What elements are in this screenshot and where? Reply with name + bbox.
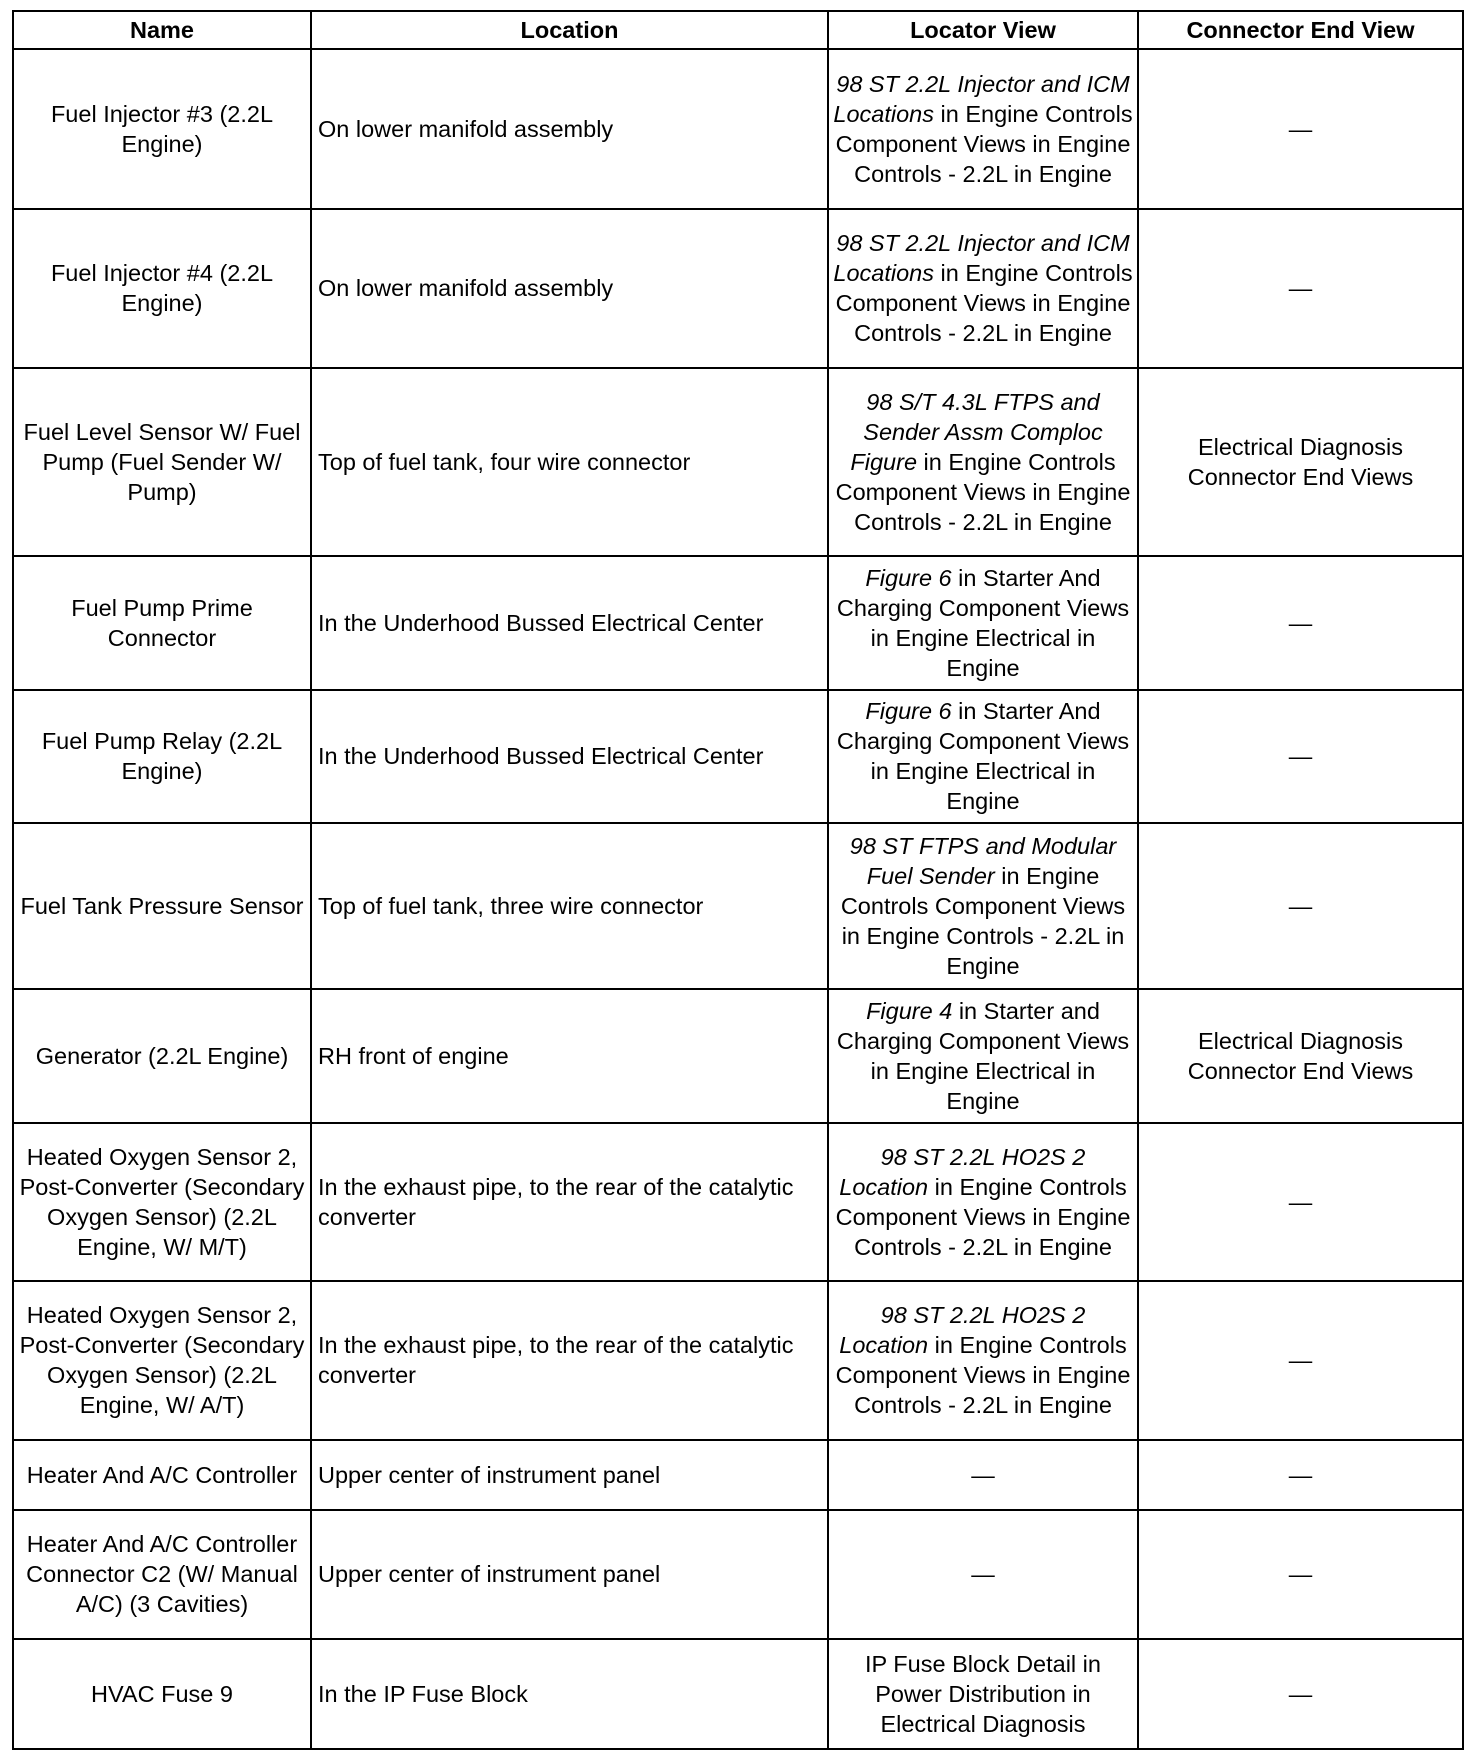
cell-location: RH front of engine bbox=[311, 989, 828, 1122]
locator-view-path: in Engine Controls Component Views in Engine Controls - 2.2L in Engine bbox=[835, 100, 1133, 187]
table-row bbox=[13, 690, 1463, 823]
cell-location: In the exhaust pipe, to the rear of the catalytic converter bbox=[311, 1281, 828, 1440]
locator-view-path: IP Fuse Block Detail in Power Distribution in Electrical Diagnosis bbox=[865, 1650, 1101, 1737]
header-location: Location bbox=[311, 11, 828, 49]
cell-connector-end-view: — bbox=[1138, 823, 1463, 989]
locator-view-path: in Starter And Charging Component Views in Engine Electrical in Engine bbox=[836, 698, 1130, 815]
cell-locator-view bbox=[828, 1281, 1138, 1440]
locator-view-path: in Starter And Charging Component Views in Engine Electrical in Engine bbox=[836, 564, 1130, 681]
header-name: Name bbox=[13, 11, 311, 49]
cell-locator-view bbox=[828, 989, 1138, 1122]
table-row bbox=[13, 1281, 1463, 1440]
locator-view-path: in Engine Controls Component Views in Engine Controls - 2.2L in Engine bbox=[840, 863, 1126, 980]
cell-location: In the exhaust pipe, to the rear of the catalytic converter bbox=[311, 1123, 828, 1282]
cell-connector-end-view: Electrical Diagnosis Connector End Views bbox=[1138, 368, 1463, 556]
cell-locator-view bbox=[828, 1123, 1138, 1282]
cell-name: Fuel Injector #3 (2.2L Engine) bbox=[13, 49, 311, 209]
locator-view-path: — bbox=[971, 1461, 995, 1488]
table-row bbox=[13, 368, 1463, 556]
locator-view-reference: 98 ST 2.2L HO2S 2 Location bbox=[839, 1302, 1086, 1359]
cell-name: Heater And A/C Controller bbox=[13, 1440, 311, 1510]
cell-name: Fuel Pump Relay (2.2L Engine) bbox=[13, 690, 311, 823]
cell-name: Fuel Tank Pressure Sensor bbox=[13, 823, 311, 989]
locator-view-path: — bbox=[971, 1561, 995, 1588]
cell-connector-end-view: — bbox=[1138, 49, 1463, 209]
cell-name: Fuel Pump Prime Connector bbox=[13, 556, 311, 689]
cell-connector-end-view: — bbox=[1138, 1440, 1463, 1510]
cell-location: Upper center of instrument panel bbox=[311, 1440, 828, 1510]
locator-view-reference: Figure 6 bbox=[865, 698, 952, 725]
locator-view-path: in Engine Controls Component Views in Engine Controls - 2.2L in Engine bbox=[835, 260, 1133, 347]
header-row bbox=[13, 11, 1463, 49]
header-locator-view: Locator View bbox=[828, 11, 1138, 49]
cell-locator-view bbox=[828, 1510, 1138, 1639]
cell-locator-view bbox=[828, 1639, 1138, 1749]
cell-location: In the Underhood Bussed Electrical Center bbox=[311, 690, 828, 823]
cell-name: HVAC Fuse 9 bbox=[13, 1639, 311, 1749]
table-row bbox=[13, 823, 1463, 989]
cell-location: In the IP Fuse Block bbox=[311, 1639, 828, 1749]
cell-location: In the Underhood Bussed Electrical Center bbox=[311, 556, 828, 689]
cell-name: Heated Oxygen Sensor 2, Post-Converter (Secondary Oxygen Sensor) (2.2L Engine, W/ M/T) bbox=[13, 1123, 311, 1282]
cell-connector-end-view: — bbox=[1138, 1639, 1463, 1749]
locator-view-reference: 98 S/T 4.3L FTPS and Sender Assm Comploc Figure bbox=[850, 389, 1103, 476]
cell-connector-end-view: Electrical Diagnosis Connector End Views bbox=[1138, 989, 1463, 1122]
cell-name: Heated Oxygen Sensor 2, Post-Converter (Secondary Oxygen Sensor) (2.2L Engine, W/ A/T) bbox=[13, 1281, 311, 1440]
cell-location: On lower manifold assembly bbox=[311, 49, 828, 209]
cell-connector-end-view: — bbox=[1138, 1123, 1463, 1282]
cell-location: Top of fuel tank, four wire connector bbox=[311, 368, 828, 556]
table-row bbox=[13, 1639, 1463, 1749]
locator-view-path: in Engine Controls Component Views in Engine Controls - 2.2L in Engine bbox=[835, 1173, 1131, 1260]
cell-location: Upper center of instrument panel bbox=[311, 1510, 828, 1639]
table-row bbox=[13, 1510, 1463, 1639]
cell-connector-end-view: — bbox=[1138, 690, 1463, 823]
cell-locator-view bbox=[828, 1440, 1138, 1510]
cell-name: Heater And A/C Controller Connector C2 (W/ Manual A/C) (3 Cavities) bbox=[13, 1510, 311, 1639]
header-connector-end-view: Connector End View bbox=[1138, 11, 1463, 49]
cell-locator-view bbox=[828, 690, 1138, 823]
component-locator-table bbox=[12, 10, 1464, 1750]
cell-connector-end-view: — bbox=[1138, 556, 1463, 689]
locator-view-path: in Engine Controls Component Views in Engine Controls - 2.2L in Engine bbox=[835, 449, 1131, 536]
cell-name: Generator (2.2L Engine) bbox=[13, 989, 311, 1122]
cell-connector-end-view: — bbox=[1138, 209, 1463, 369]
locator-view-reference: Figure 6 bbox=[865, 564, 952, 591]
locator-view-reference: 98 ST 2.2L HO2S 2 Location bbox=[839, 1143, 1086, 1200]
locator-view-path: in Starter and Charging Component Views in Engine Electrical in Engine bbox=[836, 997, 1130, 1114]
locator-view-reference: 98 ST 2.2L Injector and ICM Locations bbox=[833, 230, 1130, 287]
table-row bbox=[13, 1440, 1463, 1510]
cell-connector-end-view: — bbox=[1138, 1510, 1463, 1639]
locator-view-reference: 98 ST FTPS and Modular Fuel Sender bbox=[849, 833, 1117, 890]
table-row bbox=[13, 49, 1463, 209]
cell-locator-view bbox=[828, 49, 1138, 209]
component-locator-table-page bbox=[12, 10, 1462, 1750]
locator-view-reference: 98 ST 2.2L Injector and ICM Locations bbox=[833, 70, 1130, 127]
cell-name: Fuel Injector #4 (2.2L Engine) bbox=[13, 209, 311, 369]
cell-name: Fuel Level Sensor W/ Fuel Pump (Fuel Sender W/ Pump) bbox=[13, 368, 311, 556]
cell-locator-view bbox=[828, 556, 1138, 689]
table-row bbox=[13, 209, 1463, 369]
cell-locator-view bbox=[828, 368, 1138, 556]
cell-location: On lower manifold assembly bbox=[311, 209, 828, 369]
cell-connector-end-view: — bbox=[1138, 1281, 1463, 1440]
cell-locator-view bbox=[828, 209, 1138, 369]
cell-location: Top of fuel tank, three wire connector bbox=[311, 823, 828, 989]
locator-view-path: in Engine Controls Component Views in Engine Controls - 2.2L in Engine bbox=[835, 1332, 1131, 1419]
table-row bbox=[13, 989, 1463, 1122]
table-row bbox=[13, 1123, 1463, 1282]
table-row bbox=[13, 556, 1463, 689]
locator-view-reference: Figure 4 bbox=[866, 997, 953, 1024]
cell-locator-view bbox=[828, 823, 1138, 989]
